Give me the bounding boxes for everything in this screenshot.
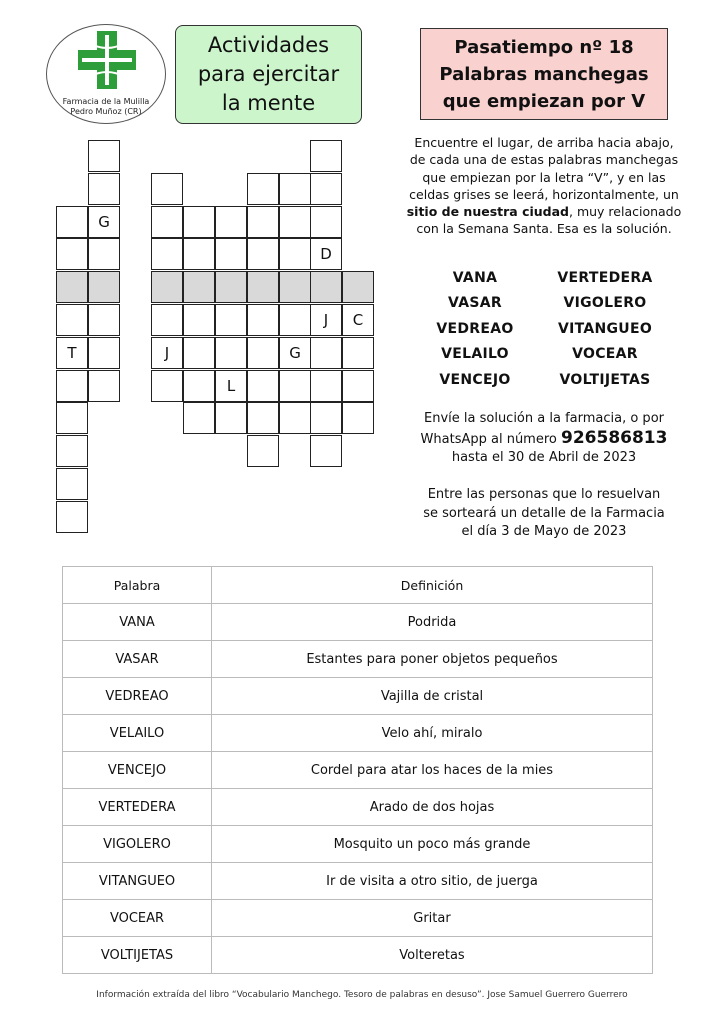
grid-cell [183,370,215,402]
grid-cell [151,304,183,336]
phone-number: 926586813 [561,427,668,448]
grid-cell [310,206,342,238]
grid-cell [342,402,374,434]
send-deadline: hasta el 30 de Abril de 2023 [451,450,637,465]
grid-cell [88,238,120,270]
grid-cell [310,337,342,369]
table-row [63,752,653,789]
grid-cell [56,402,88,434]
green-cross-icon [75,29,139,91]
grid-cell [183,206,215,238]
pasatiempo-line-2: Palabras manchegas [439,63,649,85]
grid-cell [88,337,120,369]
grid-cell [88,140,120,172]
grid-cell: C [342,304,374,336]
footer-credit: Información extraída del libro “Vocabulario Manchego. Tesoro de palabras en desuso”. Jose Samuel Guerrero Guerrero [96,990,628,1000]
solution-cell [279,271,311,303]
definition-cell: Cordel para atar los haces de la mies [212,752,653,789]
grid-cell [215,304,247,336]
word-item: VERTEDERA [557,270,653,286]
word-cell: VIGOLERO [63,826,212,863]
logo-line-2: Pedro Muñoz (CR) [70,107,142,116]
grid-cell [279,370,311,402]
word-cell: VOCEAR [63,900,212,937]
definition-cell: Mosquito un poco más grande [212,826,653,863]
grid-cell [183,402,215,434]
table-row [63,641,653,678]
grid-cell: J [310,304,342,336]
header-palabra: Palabra [63,567,212,604]
grid-cell [56,468,88,500]
grid-cell [310,402,342,434]
logo-line-1: Farmacia de la Mulilla [62,97,150,106]
table-header-row [63,567,653,604]
word-cell: VOLTIJETAS [63,937,212,974]
solution-cell [247,271,279,303]
grid-cell [310,173,342,205]
table-row [63,678,653,715]
word-item: VELAILO [441,346,509,363]
pharmacy-logo [46,24,166,124]
grid-cell [247,337,279,369]
solution-cell [310,271,342,303]
grid-cell [247,304,279,336]
word-item: VIGOLERO [563,295,647,312]
grid-cell [247,206,279,238]
grid-cell [215,206,247,238]
send-line-2: WhatsApp al número [420,431,557,447]
solution-cell [56,271,88,303]
grid-cell [183,304,215,336]
grid-cell [342,337,374,369]
title-line-2: para ejercitar [197,62,340,86]
word-cell: VELAILO [63,715,212,752]
grid-cell [151,206,183,238]
send-info [406,410,682,468]
grid-cell [247,402,279,434]
grid-cell [215,238,247,270]
table-row [63,789,653,826]
title-box [175,25,362,124]
pasatiempo-line-3: que empiezan por V [442,90,646,112]
grid-cell [310,435,342,467]
instructions [406,134,682,238]
grid-cell: D [310,238,342,270]
table-row [63,900,653,937]
raffle-info [406,486,682,542]
solution-cell [183,271,215,303]
definition-cell: Velo ahí, miralo [212,715,653,752]
grid-cell [151,370,183,402]
word-cell: VERTEDERA [63,789,212,826]
grid-cell: G [88,206,120,238]
grid-cell: G [279,337,311,369]
raffle-line-2: se sorteará un detalle de la Farmacia [423,505,665,521]
definition-cell: Arado de dos hojas [212,789,653,826]
definition-cell: Ir de visita a otro sitio, de juerga [212,863,653,900]
grid-cell [215,402,247,434]
definition-cell: Podrida [212,604,653,641]
instructions-part-1: Encuentre el lugar, de arriba hacia abajo, de cada una de estas palabras manchegas que empiezan por la letra “V”, y en las celdas grises se leerá, horizontalmente, un [409,135,679,202]
table-row [63,863,653,900]
pasatiempo-box [420,28,668,120]
grid-cell [56,238,88,270]
grid-cell [247,173,279,205]
word-cell: VASAR [63,641,212,678]
title-line-1: Actividades [207,33,330,57]
grid-cell [279,402,311,434]
header-definicion: Definición [212,567,653,604]
word-cell: VANA [63,604,212,641]
solution-cell [342,271,374,303]
word-cell: VENCEJO [63,752,212,789]
word-item: VENCEJO [439,371,511,388]
grid-cell [279,206,311,238]
solution-cell [151,271,183,303]
instructions-bold: sitio de nuestra ciudad [406,204,569,220]
definition-cell: Estantes para poner objetos pequeños [212,641,653,678]
grid-cell [310,140,342,172]
grid-cell: T [56,337,88,369]
solution-cell [88,271,120,303]
grid-cell [183,337,215,369]
grid-cell [88,370,120,402]
table-row [63,604,653,641]
table-row [63,826,653,863]
grid-cell [183,238,215,270]
definition-cell: Volteretas [212,937,653,974]
table-row [63,715,653,752]
word-cell: VITANGUEO [63,863,212,900]
grid-cell [279,238,311,270]
solution-cell [215,271,247,303]
grid-cell [56,501,88,533]
raffle-line-3: el día 3 de Mayo de 2023 [461,524,627,539]
grid-cell [88,304,120,336]
grid-cell [151,173,183,205]
word-list-right [540,266,670,393]
title-line-3: la mente [221,91,316,115]
grid-cell [56,304,88,336]
definitions-table [62,566,653,974]
grid-cell [88,173,120,205]
word-list-left [420,266,530,393]
grid-cell [342,370,374,402]
grid-cell: J [151,337,183,369]
grid-cell [247,238,279,270]
definition-cell: Vajilla de cristal [212,678,653,715]
word-cell: VEDREAO [63,678,212,715]
grid-cell [247,435,279,467]
grid-cell [56,206,88,238]
table-row [63,937,653,974]
grid-cell [247,370,279,402]
word-item: VEDREAO [436,320,514,337]
pasatiempo-number: Pasatiempo nº 18 [454,36,634,58]
grid-cell [279,173,311,205]
word-item: VANA [452,270,498,286]
grid-cell [310,370,342,402]
grid-cell [151,238,183,270]
word-item: VOCEAR [572,346,638,363]
send-line-1: Envíe la solución a la farmacia, o por [424,411,664,426]
grid-cell [56,370,88,402]
grid-cell [215,337,247,369]
grid-cell [279,304,311,336]
raffle-line-1: Entre las personas que lo resuelvan [427,487,661,502]
definition-cell: Gritar [212,900,653,937]
word-item: VOLTIJETAS [559,371,651,388]
grid-cell [56,435,88,467]
word-item: VASAR [448,295,502,312]
word-item: VITANGUEO [557,320,653,337]
grid-cell: L [215,370,247,402]
instructions-part-2: , muy relacionado con la Semana Santa. Esa es la solución. [416,204,682,237]
